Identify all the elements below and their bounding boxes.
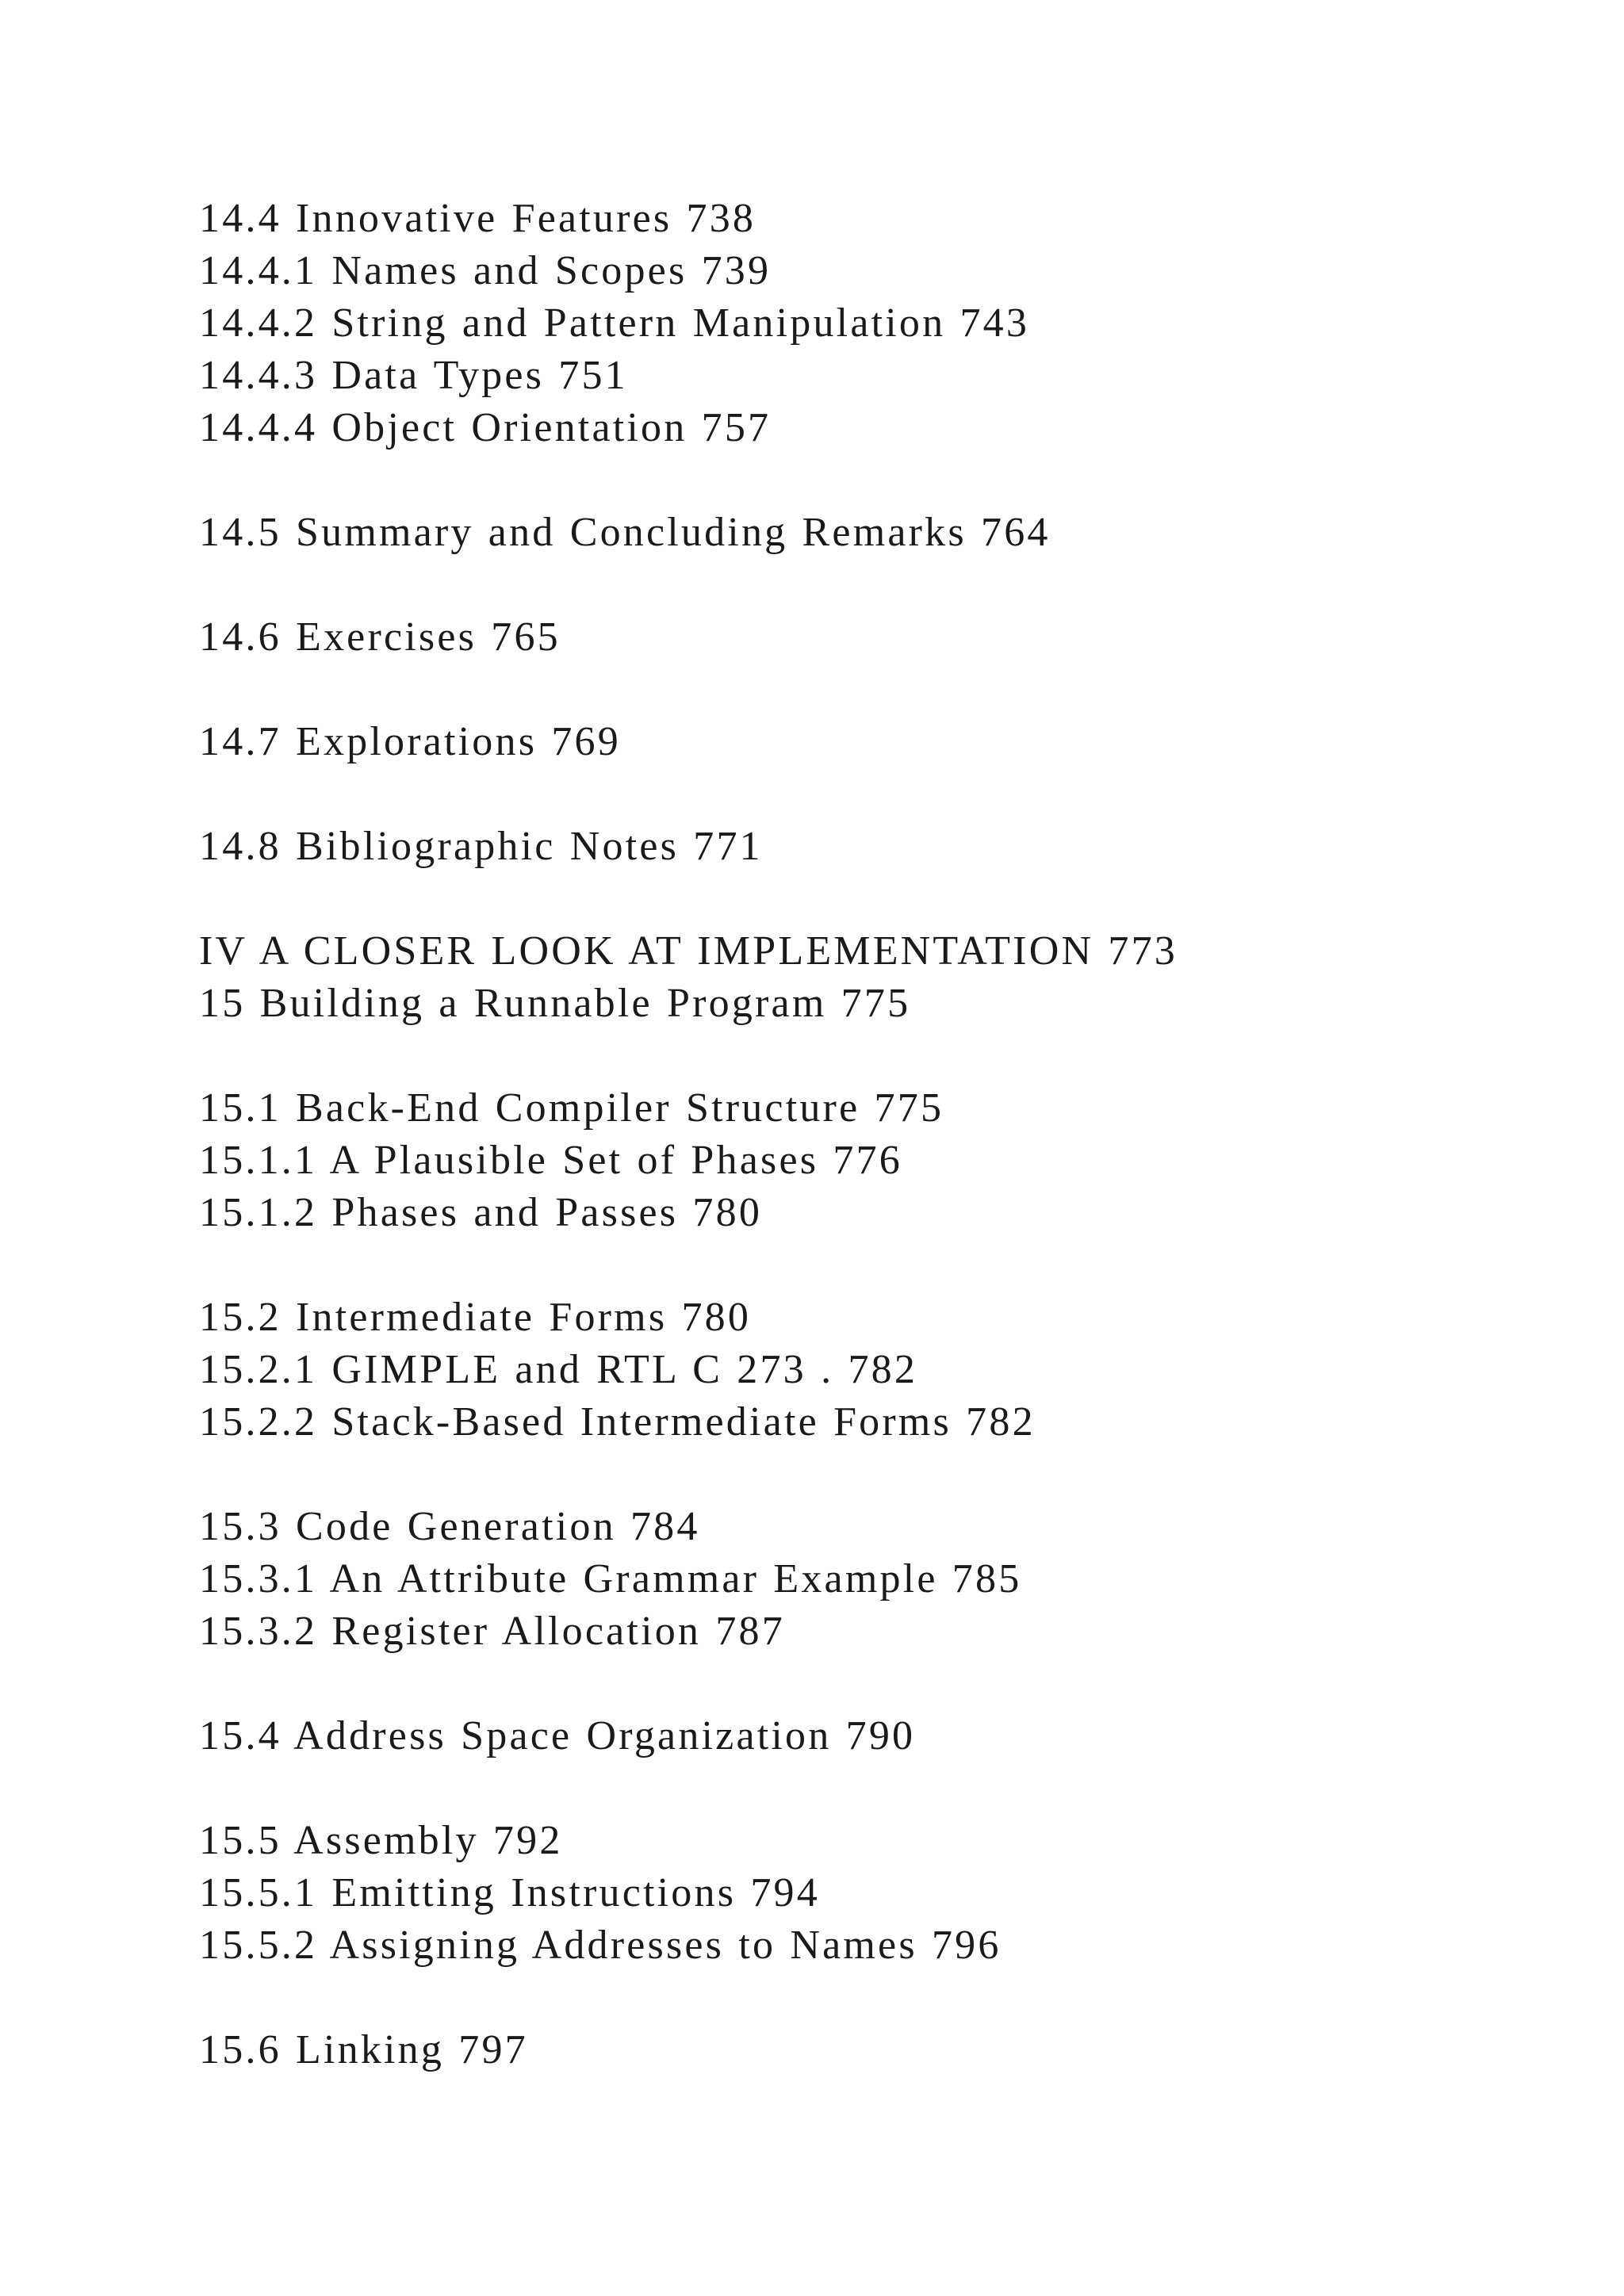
toc-entry-14-5: 14.5 Summary and Concluding Remarks 764 [199, 510, 1051, 555]
toc-entry-15-2-2: 15.2.2 Stack-Based Intermediate Forms 782 [199, 1399, 1036, 1445]
toc-entry-15-3-2: 15.3.2 Register Allocation 787 [199, 1609, 785, 1654]
toc-entry-15-2-1: 15.2.1 GIMPLE and RTL C 273 . 782 [199, 1347, 918, 1392]
table-of-contents [199, 193, 1547, 2076]
toc-gap [199, 768, 1547, 821]
toc-entry-14-8: 14.8 Bibliographic Notes 771 [199, 824, 763, 869]
toc-entry-14-4-1: 14.4.1 Names and Scopes 739 [199, 248, 772, 293]
toc-block-15-3 [199, 1501, 1547, 1658]
toc-gap [199, 1658, 1547, 1710]
toc-gap [199, 559, 1547, 611]
toc-entry-15-1-1: 15.1.1 A Plausible Set of Phases 776 [199, 1138, 902, 1183]
toc-gap [199, 873, 1547, 925]
toc-entry-15-5-2: 15.5.2 Assigning Addresses to Names 796 [199, 1923, 1002, 1968]
toc-entry-14-4-2: 14.4.2 String and Pattern Manipulation 743 [199, 300, 1030, 346]
toc-gap [199, 664, 1547, 716]
toc-block-14-4 [199, 193, 1547, 454]
toc-entry-15-1-2: 15.1.2 Phases and Passes 780 [199, 1190, 763, 1235]
toc-block-14-7 [199, 716, 1547, 768]
toc-block-15-5 [199, 1815, 1547, 1972]
toc-block-15-1 [199, 1082, 1547, 1239]
toc-block-14-8 [199, 821, 1547, 873]
toc-gap [199, 1448, 1547, 1501]
toc-block-part-iv [199, 925, 1547, 1030]
toc-gap [199, 1239, 1547, 1292]
toc-entry-14-6: 14.6 Exercises 765 [199, 614, 561, 660]
toc-entry-14-4-3: 14.4.3 Data Types 751 [199, 353, 628, 398]
toc-entry-15-3: 15.3 Code Generation 784 [199, 1504, 700, 1549]
toc-entry-15-3-1: 15.3.1 An Attribute Grammar Example 785 [199, 1556, 1022, 1601]
toc-block-15-6 [199, 2024, 1547, 2076]
toc-block-15-4 [199, 1710, 1547, 1762]
toc-block-14-6 [199, 611, 1547, 664]
toc-entry-15-1: 15.1 Back-End Compiler Structure 775 [199, 1085, 944, 1131]
toc-gap [199, 1030, 1547, 1082]
toc-entry-chapter-15: 15 Building a Runnable Program 775 [199, 981, 911, 1026]
toc-block-15-2 [199, 1292, 1547, 1448]
toc-entry-15-4: 15.4 Address Space Organization 790 [199, 1713, 916, 1758]
toc-entry-14-4-4: 14.4.4 Object Orientation 757 [199, 405, 772, 450]
toc-gap [199, 1972, 1547, 2024]
toc-entry-15-2: 15.2 Intermediate Forms 780 [199, 1295, 752, 1340]
toc-block-14-5 [199, 507, 1547, 559]
toc-entry-part-iv: IV A CLOSER LOOK AT IMPLEMENTATION 773 [199, 928, 1178, 974]
toc-gap [199, 454, 1547, 507]
toc-entry-15-5-1: 15.5.1 Emitting Instructions 794 [199, 1870, 820, 1915]
toc-entry-15-6: 15.6 Linking 797 [199, 2027, 528, 2072]
toc-entry-15-5: 15.5 Assembly 792 [199, 1818, 563, 1863]
toc-entry-14-4: 14.4 Innovative Features 738 [199, 196, 756, 241]
toc-gap [199, 1762, 1547, 1815]
toc-entry-14-7: 14.7 Explorations 769 [199, 719, 621, 764]
